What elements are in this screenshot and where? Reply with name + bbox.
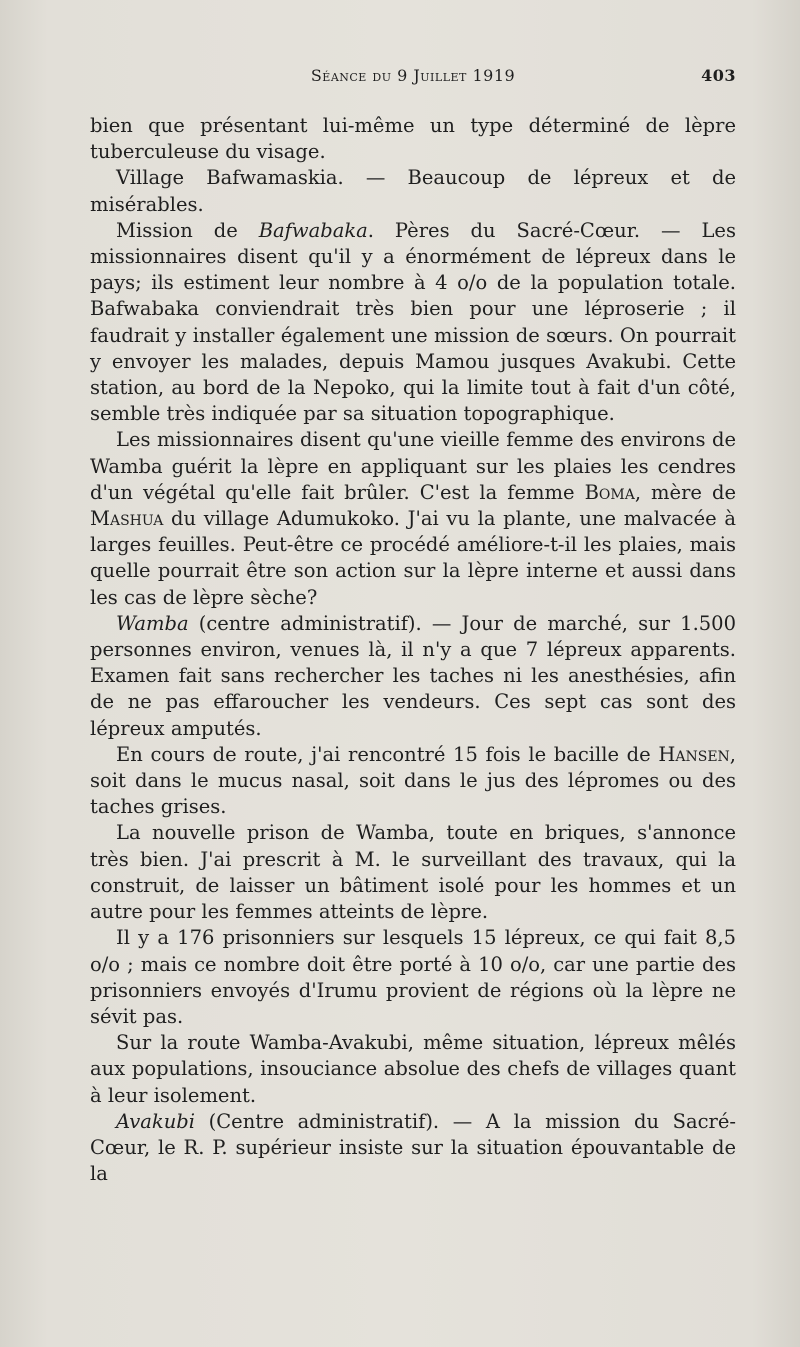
text-run: bien que présentant lui-même un type déterminé de lèpre tuberculeuse du visage. — [90, 114, 736, 164]
paragraph — [90, 113, 736, 165]
text-run: Sur la route Wamba-Avakubi, même situation, lépreux mêlés aux populations, insouciance absolue des chefs de villages quant à leur isolement. — [90, 1031, 736, 1107]
header-title: Séance du 9 Juillet 1919 — [310, 66, 516, 85]
paragraph — [90, 1030, 736, 1109]
text-run: Village Bafwamaskia. — Beaucoup de lépreux et de misérables. — [90, 166, 736, 216]
italic-text: Wamba — [116, 611, 189, 635]
paragraph — [90, 165, 736, 217]
running-header — [90, 66, 736, 85]
italic-text: Avakubi — [116, 1109, 196, 1133]
text-run: , soit dans le mucus nasal, soit dans le jus des lépromes ou des taches grises. — [90, 742, 736, 819]
text-run: Mission de — [116, 218, 259, 242]
text-run: , mère de — [634, 480, 736, 504]
text-run: (Centre administratif). — A la mission du Sacré-Cœur, le R. P. supérieur insiste sur la situation épouvantable de la — [90, 1109, 736, 1186]
body-text — [90, 113, 736, 1187]
small-caps-name: Hansen — [658, 742, 730, 766]
text-run: La nouvelle prison de Wamba, toute en briques, s'annonce très bien. J'ai prescrit à M. le surveillant des travaux, qui la construit, de laisser un bâtiment isolé pour les hommes et un autre pour les femmes atteints de lèpre. — [90, 821, 736, 924]
small-caps-name: Boma — [584, 480, 635, 504]
text-run: Il y a 176 prisonniers sur lesquels 15 lépreux, ce qui fait 8,5 o/o ; mais ce nombre doit être porté à 10 o/o, car une partie des prisonniers envoyés d'Irumu provient de régions où la lèpre ne sévit pas. — [90, 926, 736, 1028]
paragraph — [90, 925, 736, 1030]
paragraph — [90, 1109, 736, 1188]
italic-text: Bafwabaka — [258, 218, 368, 242]
paragraph — [90, 218, 736, 428]
page-number: 403 — [701, 66, 736, 85]
text-run: . Pères du Sacré-Cœur. — Les missionnaires disent qu'il y a énormément de lépreux dans le pays; ils estiment leur nombre à 4 o/o de la population totale. Bafwabaka conviendrait très bien pour une léproserie ; il faudrait y installer également une mission de sœurs. On pourrait y envoyer les malades, depuis Mamou jusques Avakubi. Cette station, au bord de la Nepoko, qui la limite tout à fait d'un côté, semble très indiquée par sa situation topographique. — [90, 218, 736, 426]
text-run: En cours de route, j'ai rencontré 15 fois le bacille de — [116, 742, 659, 766]
paragraph — [90, 820, 736, 925]
text-run: (centre administratif). — Jour de marché, sur 1.500 personnes environ, venues là, il n'y a que 7 lépreux apparents. Examen fait sans rechercher les taches ni les anesthésies, afin de ne pas effaroucher les vendeurs. Ces sept cas sont des lépreux amputés. — [90, 611, 736, 740]
paragraph — [90, 427, 736, 610]
paragraph — [90, 742, 736, 821]
small-caps-name: Mashua — [90, 507, 164, 531]
paragraph — [90, 611, 736, 742]
text-run: Les missionnaires disent qu'une vieille femme des environs de Wamba guérit la lèpre en appliquant sur les plaies les cendres d'un végétal qu'elle fait brûler. C'est la femme — [90, 428, 736, 504]
text-run: du village Adumukoko. J'ai vu la plante, une malvacée à larges feuilles. Peut-être ce procédé améliore-t-il les plaies, mais quelle pourrait être son action sur la lèpre interne et aussi dans les cas de lèpre sèche? — [90, 507, 736, 609]
